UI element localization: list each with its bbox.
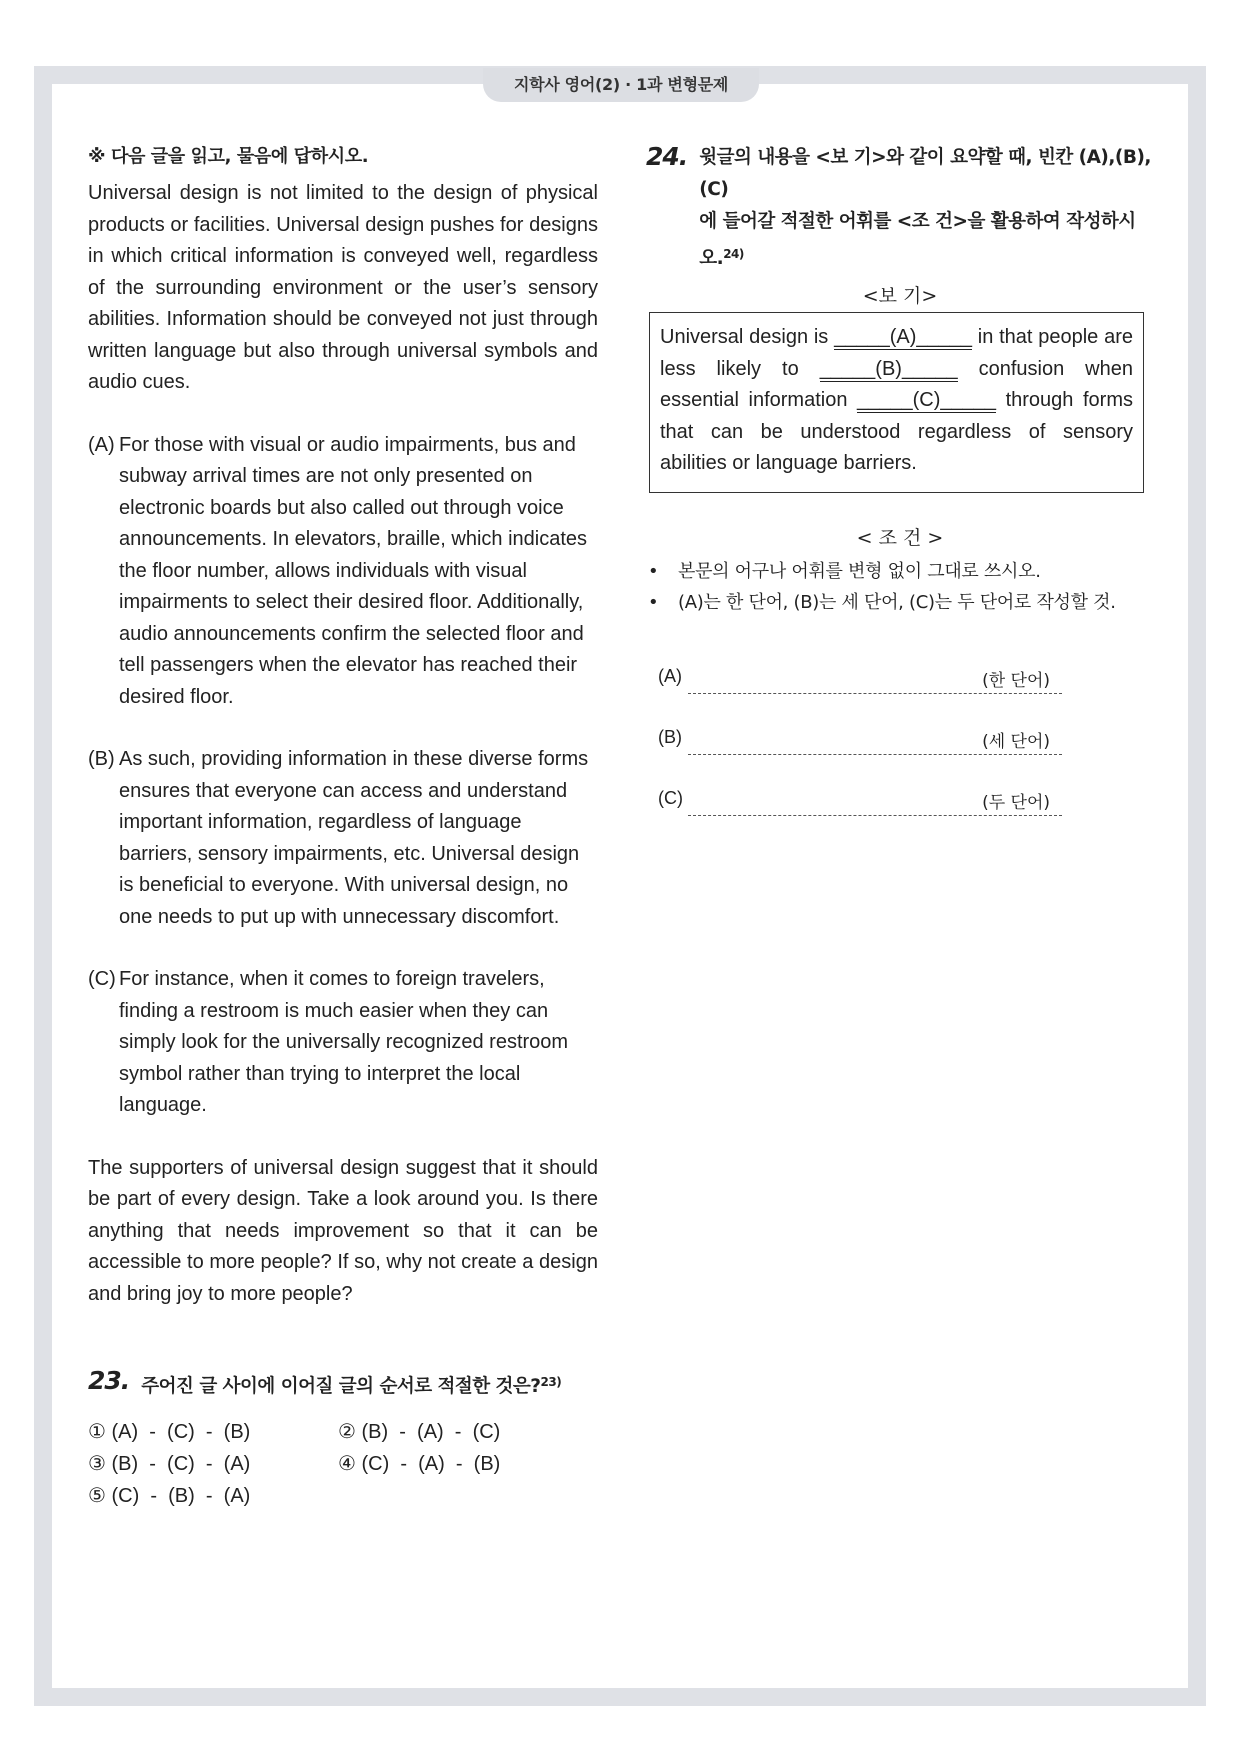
part-label: (B) [88,748,115,770]
question-number: 24. [646,142,688,171]
condition-item: • (A)는 한 단어, (B)는 세 단어, (C)는 두 단어로 작성할 것. [648,591,1116,613]
dashed-line [688,754,1062,755]
passage-conclusion: The supporters of universal design suggest that it should be part of every design. Take a look around you. Is there anything that needs improvement so that it can be accessible to more people? If so, why not create a design and bring joy to more people? [88,1156,598,1305]
question-number: 23. [88,1366,130,1395]
condition-list [646,556,1154,618]
answer-line-c[interactable]: (C) (두 단어) [658,788,1062,849]
footnote-mark: 24) [723,247,744,261]
instruction: ※ 다음 글을 읽고, 물음에 답하시오. [88,146,369,167]
part-label: (A) [88,433,115,456]
dashed-line [688,815,1062,816]
condition-item: • 본문의 어구나 어휘를 변형 없이 그대로 쓰시오. [648,560,1041,582]
passage-column [88,142,598,1511]
part-text: For instance, when it comes to foreign travelers, finding a restroom is much easier when they can simply look for the universally recognized restroom symbol rather than trying to interpret the local language. [119,968,569,1116]
passage-part-a [88,430,598,714]
answer-line-a[interactable]: (A) (한 단어) [658,666,1062,727]
blank-a: _____(A)_____ [834,326,972,348]
question-text: 주어진 글 사이에 이어질 글의 순서로 적절한 것은?$^{23)}$ [141,1375,562,1397]
passage-intro: Universal design is not limited to the design of physical products or facilities. Universal design pushes for designs in which critical information is conveyed well, regardless of the surrounding environment or the user’s sensory abilities. Information should be conveyed not just through written language but also through universal symbols and audio cues. [88,182,598,393]
question-24 [646,142,1154,275]
footnote-mark: 23) [540,1375,562,1389]
part-text: As such, providing information in these diverse forms ensures that everyone can access and understand important information, regardless of language barriers, sensory impairments, etc. Universal design is beneficial to everyone. With universal design, no one needs to put up with unnecessary discomfort. [119,748,589,928]
bogi-title: <보 기> [862,285,938,307]
choice-4[interactable]: ④ (C) - (A) - (B) [338,1453,501,1475]
question-text: 윗글의 내용을 <보 기>와 같이 요약할 때, 빈칸 (A),(B),(C) 에 들어갈 적절한 어휘를 <조 건>을 활용하여 작성하시오.$^{24)}$ [699,147,1151,269]
choice-list [88,1417,598,1511]
choice-3[interactable]: ③ (B) - (C) - (A) [88,1453,251,1475]
question-24-column [646,142,1154,849]
condition-title: < 조 건 > [856,526,944,549]
choice-2[interactable]: ② (B) - (A) - (C) [338,1421,501,1443]
part-label: (C) [88,968,116,990]
answer-line-b[interactable]: (B) (세 단어) [658,727,1062,788]
blank-b: _____(B)_____ [819,357,958,380]
summary-box: Universal design is _____(A)_____ in that people are less likely to _____(B)_____ confusion when essential information _____(C)_____ through forms that can be understood regardless of sensory abilities or language barriers. [649,312,1144,493]
blank-c: _____(C)_____ [857,389,997,411]
passage-part-c [88,964,598,1122]
choice-5[interactable]: ⑤ (C) - (B) - (A) [88,1485,251,1507]
answer-area [658,666,1062,849]
dashed-line [688,693,1062,694]
choice-1[interactable]: ① (A) - (C) - (B) [88,1421,251,1443]
header-tab: 지학사 영어(2) · 1과 변형문제 [483,68,759,102]
part-text: For those with visual or audio impairments, bus and subway arrival times are not only presented on electronic boards but also called out through voice announcements. In elevators, braille, which indicates the floor number, allows individuals with visual impairments to select their desired floor. Additionally, audio announcements confirm the selected floor and tell passengers when the elevator has reached their desired floor. [119,433,588,708]
question-23 [88,1366,598,1403]
passage-part-b [88,744,598,933]
